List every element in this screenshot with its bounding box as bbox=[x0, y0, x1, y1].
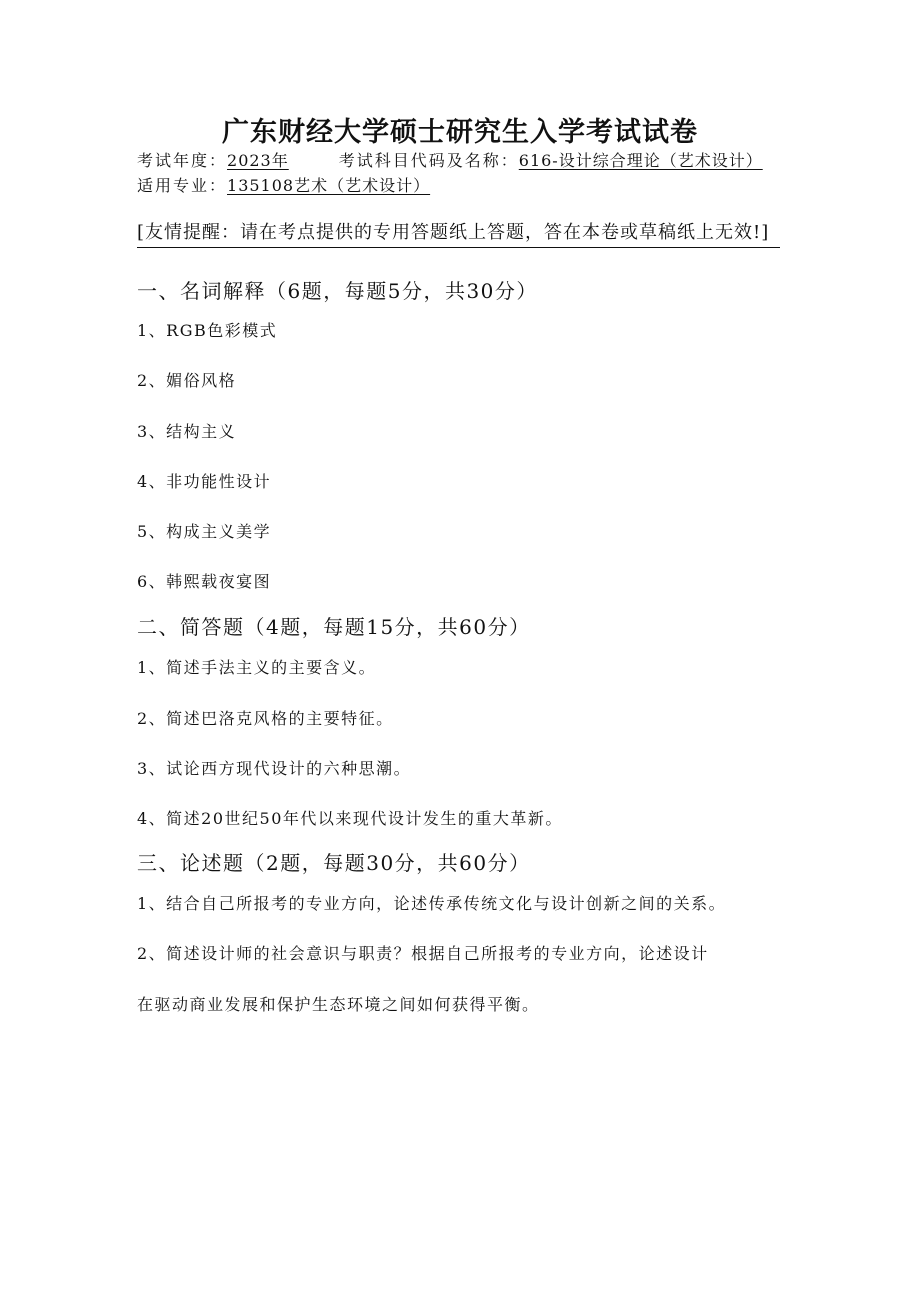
question-item-continuation: 在驱动商业发展和保护生态环境之间如何获得平衡。 bbox=[137, 995, 540, 1014]
question-item: 4、简述20世纪50年代以来现代设计发生的重大革新。 bbox=[137, 809, 563, 828]
question-item: 1、简述手法主义的主要含义。 bbox=[137, 658, 377, 677]
question-item: 2、简述设计师的社会意识与职责？根据自己所报考的专业方向，论述设计 bbox=[137, 944, 709, 963]
subject-label: 考试科目代码及名称： bbox=[338, 151, 519, 170]
major-label: 适用专业： bbox=[137, 176, 228, 195]
page-title: 广东财经大学硕士研究生入学考试试卷 bbox=[222, 117, 698, 148]
question-item: 3、试论西方现代设计的六种思潮。 bbox=[137, 759, 412, 778]
year-label: 考试年度： bbox=[137, 151, 228, 170]
question-item: 2、媚俗风格 bbox=[137, 371, 237, 390]
exam-meta-row-1 bbox=[137, 148, 763, 171]
major-value: 135108艺术（艺术设计） bbox=[227, 176, 431, 195]
year-value: 2023年 bbox=[227, 151, 289, 170]
section-heading-3: 三、论述题（2题，每题30分，共60分） bbox=[137, 851, 531, 875]
question-item: 2、简述巴洛克风格的主要特征。 bbox=[137, 709, 394, 728]
subject-value: 616-设计综合理论（艺术设计） bbox=[518, 151, 763, 170]
question-item: 5、构成主义美学 bbox=[137, 522, 272, 541]
question-item: 4、非功能性设计 bbox=[137, 472, 272, 491]
section-heading-2: 二、简答题（4题，每题15分，共60分） bbox=[137, 615, 531, 639]
question-item: 1、RGB色彩模式 bbox=[137, 321, 278, 340]
exam-meta-row-2 bbox=[137, 173, 430, 196]
question-item: 3、结构主义 bbox=[137, 422, 237, 441]
reminder-notice: [友情提醒：请在考点提供的专用答题纸上答题，答在本卷或草稿纸上无效!] bbox=[137, 218, 780, 248]
question-item: 6、韩熙载夜宴图 bbox=[137, 572, 272, 591]
question-item: 1、结合自己所报考的专业方向，论述传承传统文化与设计创新之间的关系。 bbox=[137, 894, 727, 913]
section-heading-1: 一、名词解释（6题，每题5分，共30分） bbox=[137, 279, 538, 303]
